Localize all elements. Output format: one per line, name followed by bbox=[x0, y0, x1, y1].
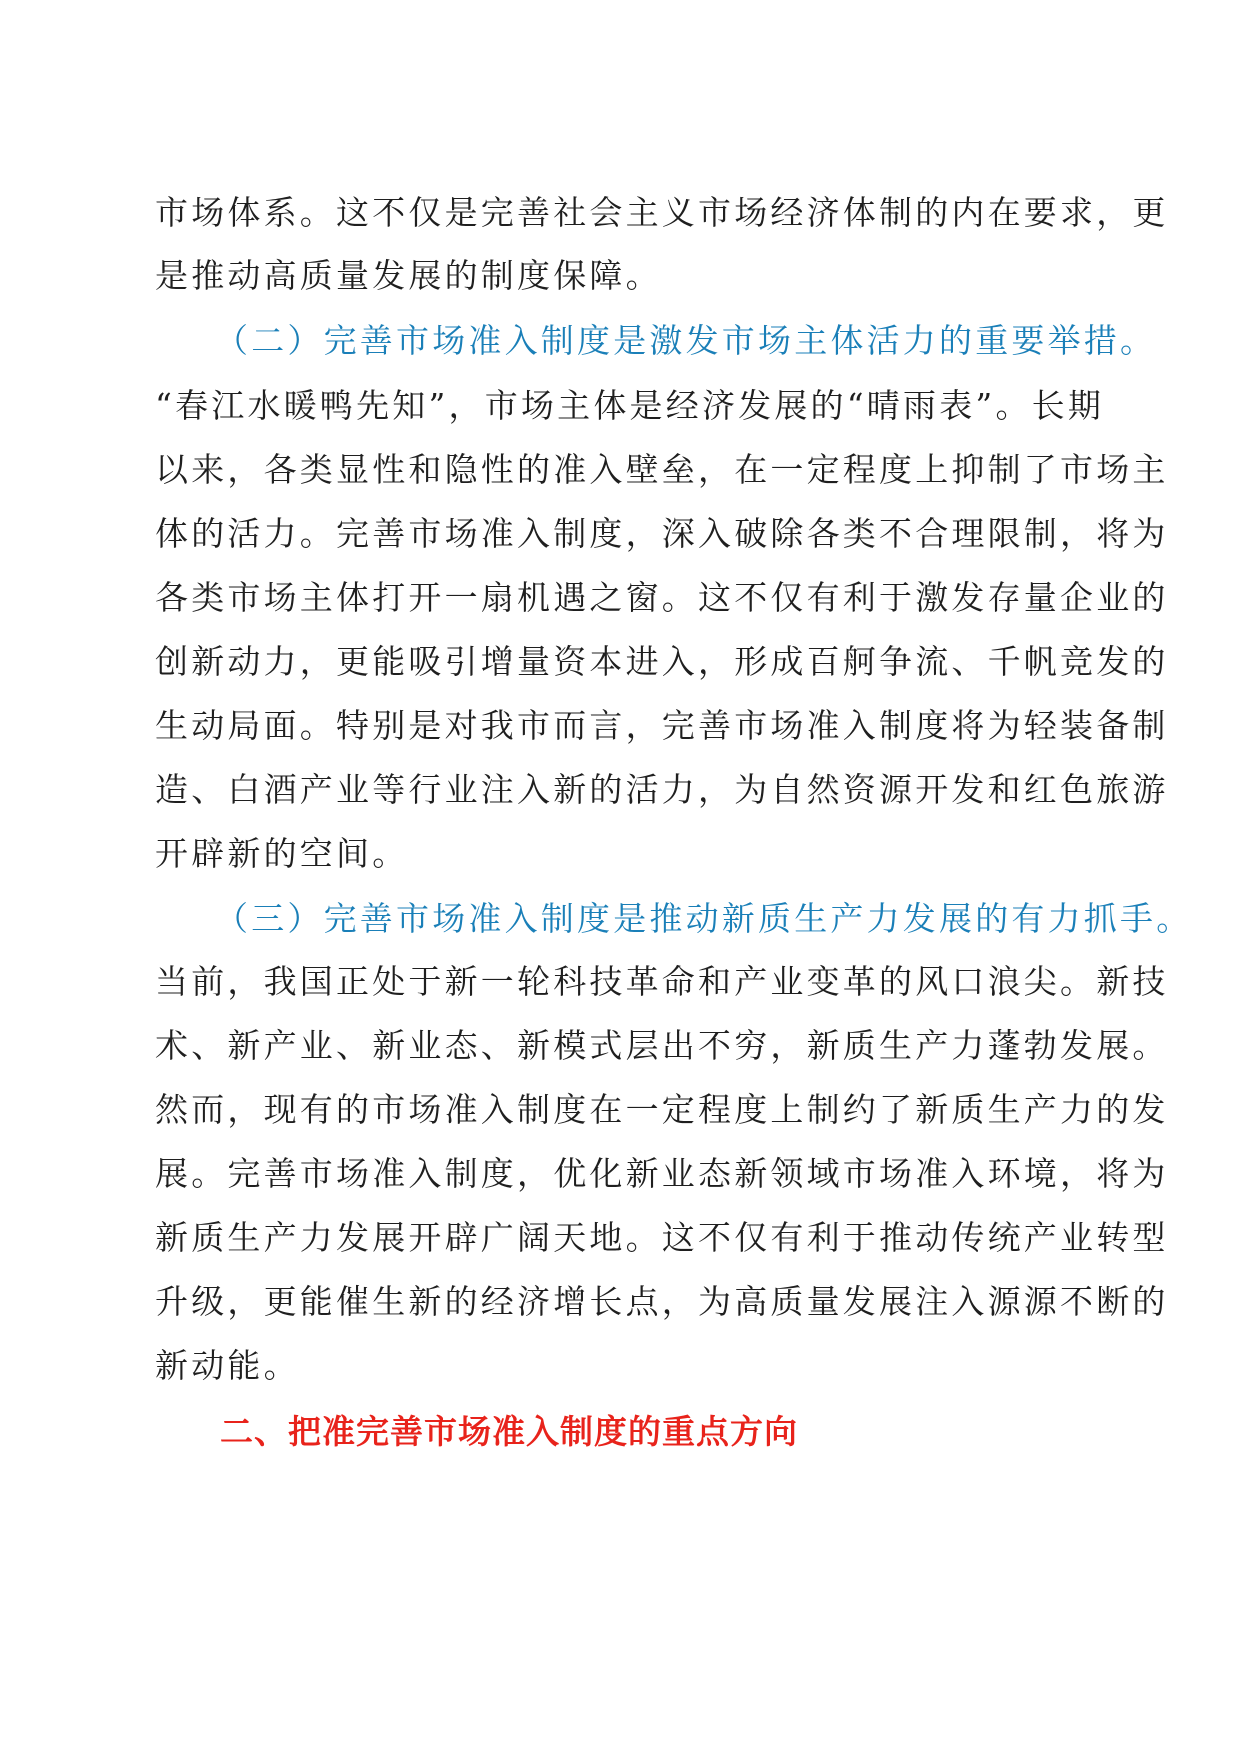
paragraph-line: 是推动高质量发展的制度保障。 bbox=[155, 256, 662, 295]
paragraph-line: 开辟新的空间。 bbox=[155, 834, 409, 873]
paragraph-line: 造、白酒产业等行业注入新的活力，为自然资源开发和红色旅游 bbox=[155, 770, 1169, 809]
subheading-2: （二）完善市场准入制度是激发市场主体活力的重要举措。 bbox=[215, 321, 1157, 360]
paragraph-line: 展。完善市场准入制度，优化新业态新领域市场准入环境，将为 bbox=[155, 1154, 1169, 1193]
paragraph-line: 生动局面。特别是对我市而言，完善市场准入制度将为轻装备制 bbox=[155, 706, 1169, 745]
paragraph-line: 体的活力。完善市场准入制度，深入破除各类不合理限制，将为 bbox=[155, 514, 1169, 553]
paragraph-line: 创新动力，更能吸引增量资本进入，形成百舸争流、千帆竞发的 bbox=[155, 642, 1169, 681]
paragraph-line: 各类市场主体打开一扇机遇之窗。这不仅有利于激发存量企业的 bbox=[155, 578, 1169, 617]
subheading-3: （三）完善市场准入制度是推动新质生产力发展的有力抓手。 bbox=[215, 899, 1193, 938]
paragraph-line: 新动能。 bbox=[155, 1346, 300, 1385]
paragraph-line: “春江水暖鸭先知”，市场主体是经济发展的“晴雨表”。长期 bbox=[155, 386, 1105, 425]
paragraph-line: 新质生产力发展开辟广阔天地。这不仅有利于推动传统产业转型 bbox=[155, 1218, 1169, 1257]
paragraph-line: 然而，现有的市场准入制度在一定程度上制约了新质生产力的发 bbox=[155, 1090, 1169, 1129]
section-heading: 二、把准完善市场准入制度的重点方向 bbox=[220, 1412, 798, 1451]
paragraph-line: 市场体系。这不仅是完善社会主义市场经济体制的内在要求，更 bbox=[155, 193, 1169, 232]
paragraph-line: 当前，我国正处于新一轮科技革命和产业变革的风口浪尖。新技 bbox=[155, 962, 1169, 1001]
paragraph-line: 以来，各类显性和隐性的准入壁垒，在一定程度上抑制了市场主 bbox=[155, 450, 1169, 489]
paragraph-line: 升级，更能催生新的经济增长点，为高质量发展注入源源不断的 bbox=[155, 1282, 1169, 1321]
paragraph-line: 术、新产业、新业态、新模式层出不穷，新质生产力蓬勃发展。 bbox=[155, 1026, 1169, 1065]
